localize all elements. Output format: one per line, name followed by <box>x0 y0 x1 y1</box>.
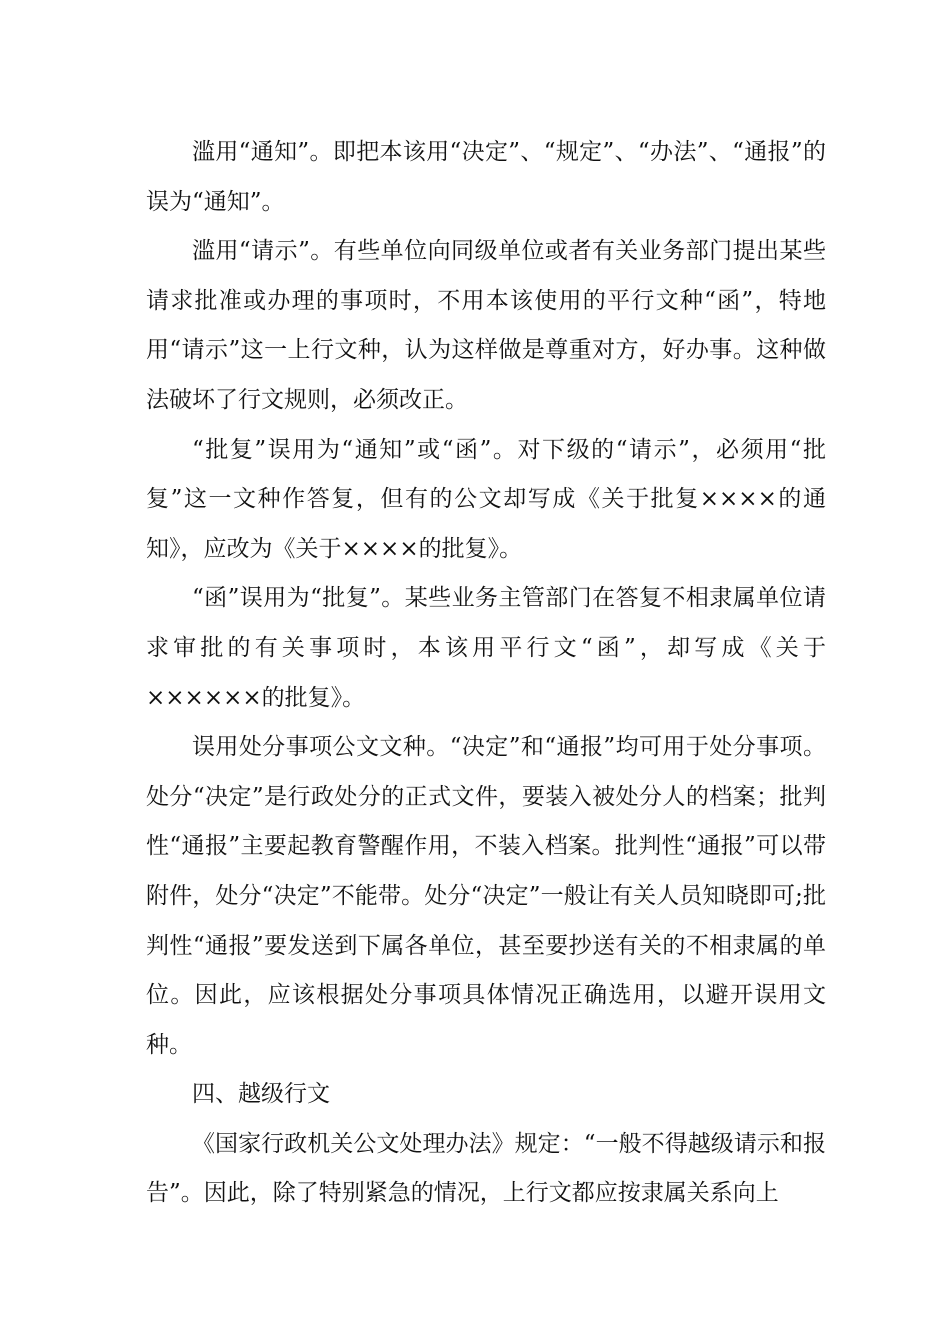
document-body <box>146 128 826 1219</box>
paragraph-regulation: 《国家行政机关公文处理办法》规定：“一般不得越级请示和报告”。因此，除了特别紧急的情况，上行文都应按隶属关系向上 <box>146 1130 826 1207</box>
paragraph-notice-misuse: 滥用“通知”。即把本该用“决定”、“规定”、“办法”、“通报”的误为“通知”。 <box>146 139 826 215</box>
section-heading: 四、越级行文 <box>192 1081 330 1108</box>
paragraph-reply-misuse: “批复”误用为“通知”或“函”。对下级的“请示”，必须用“批复”这一文种作答复，但有的公文却写成《关于批复××××的通知》，应改为《关于××××的批复》。 <box>146 436 826 562</box>
paragraph-letter-misuse: “函”误用为“批复”。某些业务主管部门在答复不相隶属单位请求审批的有关事项时，本该用平行文“函”，却写成《关于××××××的批复》。 <box>146 585 826 711</box>
paragraph-request-misuse: 滥用“请示”。有些单位向同级单位或者有关业务部门提出某些请求批准或办理的事项时，不用本该使用的平行文种“函”，特地用“请示”这一上行文种，认为这样做是尊重对方，好办事。这种做法破坏了行文规则，必须改正。 <box>146 238 826 413</box>
paragraph-penalty-misuse: 误用处分事项公文文种。“决定”和“通报”均可用于处分事项。处分“决定”是行政处分的正式文件，要装入被处分人的档案；批判性“通报”主要起教育警醒作用，不装入档案。批判性“通报”可以带附件，处分“决定”不能带。处分“决定”一般让有关人员知晓即可;批判性“通报”要发送到下属各单位，甚至要抄送有关的不相隶属的单位。因此，应该根据处分事项具体情况正确选用，以避开误用文种。 <box>146 734 826 1058</box>
